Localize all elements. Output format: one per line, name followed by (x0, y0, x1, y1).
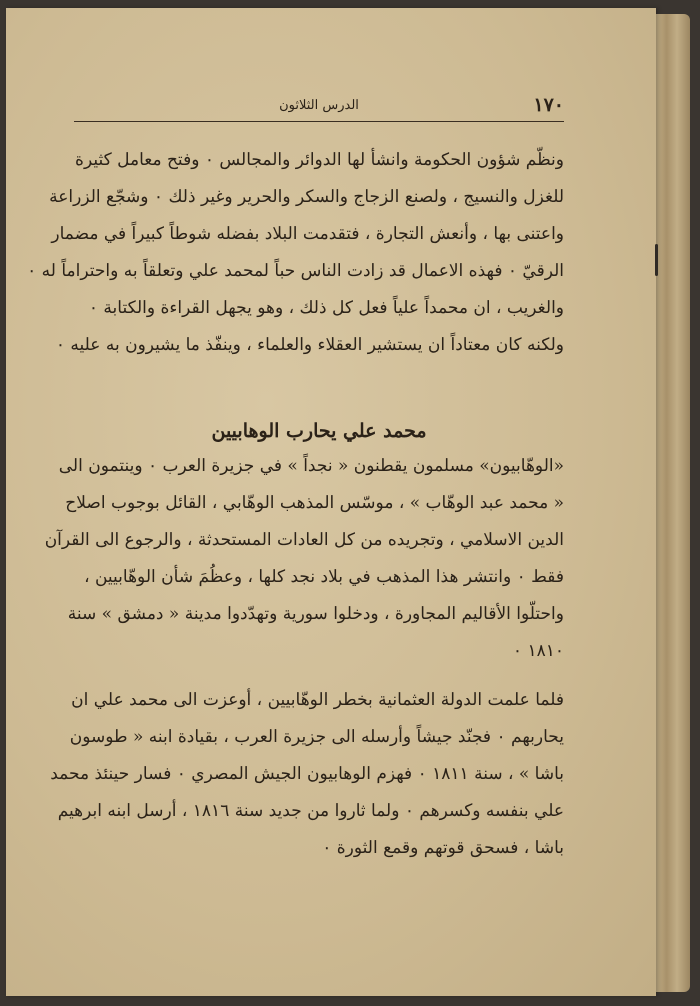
text-line: ١٨١٠ ٠ (512, 641, 564, 661)
text-line: الرقيّ ٠ فهذه الاعمال قد زادت الناس حباً لمحمد علي وتعلقاً به واحتراماً له ٠ (27, 261, 564, 281)
text-line: يحاربهم ٠ فجنّد جيشاً وأرسله الى جزيرة العرب ، بقيادة ابنه « طوسون (69, 727, 564, 747)
text-line: فلما علمت الدولة العثمانية بخطر الوهّابيين ، أوعزت الى محمد علي ان (71, 690, 564, 710)
text-line: فقط ٠ وانتشر هذا المذهب في بلاد نجد كلها ، وعظُمَ شأن الوهّابيين ، (84, 567, 564, 587)
text-line: واعتنى بها ، وأنعش التجارة ، فتقدمت البلاد بفضله شوطاً كبيراً في مضمار (51, 224, 564, 244)
text-line: باشا » ، سنة ١٨١١ ٠ فهزم الوهابيون الجيش المصري ٠ فسار حينئذ محمد (50, 764, 564, 784)
text-line: واحتلّوا الأقاليم المجاورة ، ودخلوا سورية وتهدّدوا مدينة « دمشق » سنة (67, 604, 564, 624)
text-line: باشا ، فسحق قوتهم وقمع الثورة ٠ (322, 838, 564, 858)
running-title: الدرس الثلاثون (279, 98, 359, 113)
header-rule (74, 121, 564, 122)
text-line: علي بنفسه وكسرهم ٠ ولما ثاروا من جديد سنة ١٨١٦ ، أرسل ابنه ابرهيم (57, 801, 564, 821)
page-number: ١٧٠ (533, 94, 564, 116)
section-heading: محمد علي يحارب الوهابيين (211, 420, 427, 442)
text-line: « محمد عبد الوهّاب » ، موسّس المذهب الوهّابي ، القائل بوجوب اصلاح (65, 493, 564, 513)
page-header (74, 94, 564, 122)
text-line: ونظّم شؤون الحكومة وانشأ لها الدوائر والمجالس ٠ وفتح معامل كثيرة (75, 150, 564, 170)
text-line: للغزل والنسيج ، ولصنع الزجاج والسكر والحرير وغير ذلك ٠ وشجّع الزراعة (49, 187, 564, 207)
paragraph-3 (50, 682, 564, 867)
paragraph-2 (44, 448, 564, 670)
paragraph-1 (27, 142, 564, 364)
text-line: «الوهّابيون» مسلمون يقطنون « نجداً » في جزيرة العرب ٠ وينتمون الى (58, 456, 564, 476)
margin-ink-mark (655, 244, 658, 276)
text-line: الدين الاسلامي ، وتجريده من كل العادات المستحدثة ، والرجوع الى القرآن (44, 530, 564, 550)
text-line: والغريب ، ان محمداً علياً فعل كل ذلك ، وهو يجهل القراءة والكتابة ٠ (88, 298, 564, 318)
text-line: ولكنه كان معتاداً ان يستشير العقلاء والعلماء ، وينفّذ ما يشيرون به عليه ٠ (55, 335, 564, 355)
